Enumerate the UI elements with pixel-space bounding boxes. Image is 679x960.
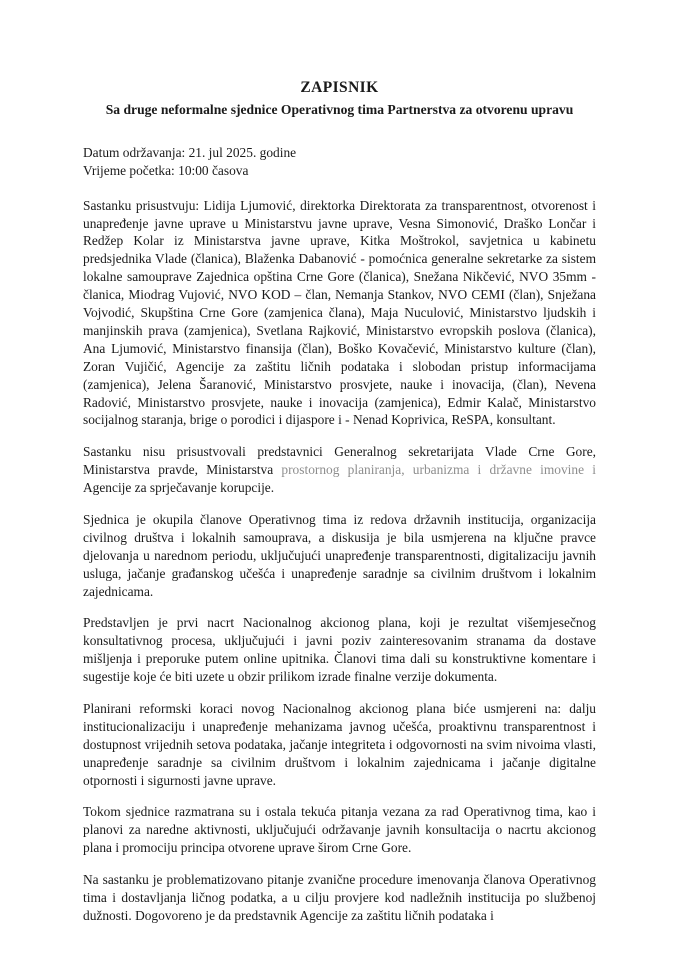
meeting-time-line: Vrijeme početka: 10:00 časova	[83, 162, 249, 178]
absentees-text-tail: Agencije za sprječavanje korupcije.	[83, 480, 275, 496]
page-subtitle: Sa druge neformalne sjednice Operativnog tima Partnerstva za otvorenu upravu	[105, 102, 574, 118]
page-title: ZAPISNIK	[300, 79, 379, 96]
paragraph-absentees	[83, 443, 596, 497]
meeting-date-line: Datum održavanja: 21. jul 2025. godine	[83, 145, 297, 161]
document-body	[83, 197, 596, 925]
paragraph-other-topics: Tokom sjednice razmatrana su i ostala tekuća pitanja vezana za rad Operativnog tima, kao i planovi za naredne aktivnosti, uključujući održavanje javnih konsultacija o nacrtu akcionog plana i promociju principa otvorene uprave širom Crne Gore.	[83, 804, 596, 856]
document-content	[83, 0, 596, 925]
title-block	[83, 0, 596, 119]
paragraph-attendees: Sastanku prisustvuju: Lidija Ljumović, direktorka Direktorata za transparentnost, otvorenost i unapređenje javne uprave u Ministarstvu javne uprave, Vesna Simonović, Draško Lončar i Redžep Kolar iz Ministarstva javne uprave, Kitka Moštrokol, savjetnica u kabinetu predsjednika Vlade (članica), Blaženka Dabanović - pomoćnica generalne sekretarke za sistem lokalne samouprave Zajednica opština Crne Gore (članica), Snežana Nikčević, NVO 35mm - članica, Miodrag Vujović, NVO KOD – član, Nemanja Stankov, NVO CEMI (član), Snježana Vojvodić, Skupština Crne Gore (zamjenica člana), Maja Nuculović, Ministarstvo ljudskih i manjinskih prava (zamjenica), Svetlana Rajković, Ministarstvo evropskih poslova (članica), Ana Ljumović, Ministarstvo finansija (član), Boško Kovačević, Ministarstvo kulture (član), Zoran Vujičić, Agencije za zaštitu ličnih podataka i slobodan pristup informacijama (zamjenica), Jelena Šaranović, Ministarstvo prosvjete, nauke i inovacija, (član), Nevena Radović, Ministarstvo prosvjete, nauke i inovacija (zamjenica), Edmir Kalač, Ministarstvo socijalnog staranja, brige o porodici i dijaspore i - Nenad Koprivica, ReSPA, konsultant.	[83, 197, 596, 428]
paragraph-reform-steps: Planirani reformski koraci novog Nacionalnog akcionog plana biće usmjereni na: dalju institucionalizaciju i unapređenje mehanizama javnog učešća, proaktivnu transparentnost i dostupnost vrijednih setova podataka, jačanje integriteta i odgovornosti na svim nivoima vlasti, unapređenje saradnje sa civilnim društvom i lokalnim zajednicama i jačanje digitalne otpornosti i sigurnosti javne uprave.	[83, 700, 596, 788]
paragraph-procedure: Na sastanku je problematizovano pitanje zvanične procedure imenovanja članova Operativnog tima i dostavljanja ličnog podatka, a u cilju provjere kod nadležnih institucija po službenoj dužnosti. Dogovoreno je da predstavnik Agencije za zaštitu ličnih podataka i	[83, 872, 596, 923]
paragraph-draft-plan: Predstavljen je prvi nacrt Nacionalnog akcionog plana, koji je rezultat višemjesečnog konsultativnog procesa, uključujući i javni poziv zainteresovanim stranama da dostave mišljenja i preporuke putem online upitnika. Članovi tima dali su konstruktivne komentare i sugestije koje će biti uzete u obzir prilikom izrade finalne verzije dokumenta.	[83, 615, 596, 685]
meeting-metadata	[83, 144, 596, 180]
absentees-text-muted: prostornog planiranja, urbanizma i državne imovine i	[281, 462, 596, 478]
paragraph-gathering: Sjednica je okupila članove Operativnog tima iz redova državnih institucija, organizacija civilnog društva i lokalnih samouprava, a diskusija je bila usmjerena na ključne pravce djelovanja u narednom periodu, uključujući unapređenje transparentnosti, digitalizaciju javnih usluga, jačanje građanskog učešća i unapređenje saradnje sa civilnim društvom i lokalnim zajednicama.	[83, 511, 596, 599]
absentees-text-lead: Sastanku nisu prisustvovali predstavnici Generalnog sekretarijata Vlade Crne Gore, Ministarstva pravde, Ministarstva	[83, 444, 596, 478]
